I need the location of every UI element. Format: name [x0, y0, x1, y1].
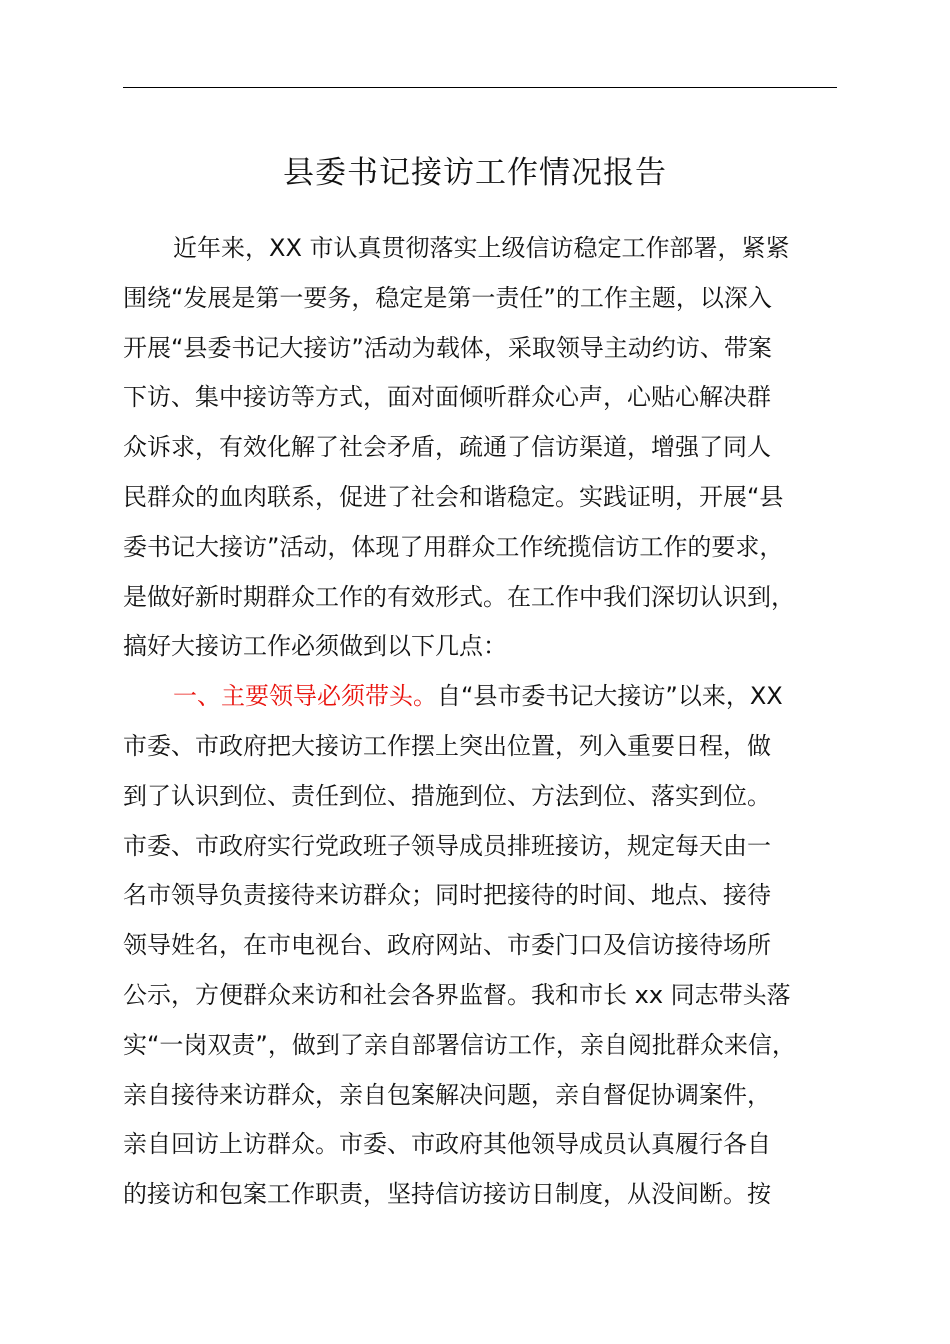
document-title: 县委书记接访工作情况报告	[283, 155, 667, 191]
paragraph-line: 搞好大接访工作必须做到以下几点：	[123, 632, 507, 661]
paragraph-line: 围绕“发展是第一要务，稳定是第一责任”的工作主题，以深入	[123, 283, 772, 312]
paragraph-line: 亲自回访上访群众。市委、市政府其他领导成员认真履行各自	[123, 1130, 771, 1159]
section-heading: 一、主要领导必须带头。	[173, 682, 437, 711]
paragraph-line: 近年来，XX 市认真贯彻落实上级信访稳定工作部署，紧紧	[173, 234, 790, 262]
document-body	[123, 224, 841, 1220]
paragraph-line: 开展“县委书记大接访”活动为载体，采取领导主动约访、带案	[123, 333, 772, 362]
paragraph-line: 是做好新时期群众工作的有效形式。在工作中我们深切认识到，	[123, 582, 795, 611]
paragraph-line: 民群众的血肉联系，促进了社会和谐稳定。实践证明，开展“县	[123, 482, 784, 511]
paragraph-line: 到了认识到位、责任到位、措施到位、方法到位、落实到位。	[123, 781, 771, 810]
section-lead-text: 自“县市委书记大接访”以来，XX	[437, 682, 783, 711]
paragraph-line: 众诉求，有效化解了社会矛盾，疏通了信访渠道，增强了同人	[123, 433, 771, 462]
paragraph-line: 名市领导负责接待来访群众；同时把接待的时间、地点、接待	[123, 881, 771, 910]
paragraph-line: 市委、市政府实行党政班子领导成员排班接访，规定每天由一	[123, 831, 771, 860]
paragraph-line: 市委、市政府把大接访工作摆上突出位置，列入重要日程，做	[123, 731, 771, 760]
paragraph-line: 下访、集中接访等方式，面对面倾听群众心声，心贴心解决群	[123, 383, 771, 412]
header-rule	[123, 87, 837, 88]
paragraph-line: 委书记大接访”活动，体现了用群众工作统揽信访工作的要求，	[123, 532, 784, 561]
paragraph-line: 的接访和包案工作职责，坚持信访接访日制度，从没间断。按	[123, 1180, 771, 1209]
paragraph-line: 领导姓名，在市电视台、政府网站、市委门口及信访接待场所	[123, 931, 771, 960]
paragraph-line: 实“一岗双责”，做到了亲自部署信访工作，亲自阅批群众来信，	[123, 1030, 796, 1059]
paragraph-line: 公示，方便群众来访和社会各界监督。我和市长 xx 同志带头落	[123, 980, 791, 1009]
section-heading-line	[123, 672, 841, 722]
paragraph-line: 亲自接待来访群众，亲自包案解决问题，亲自督促协调案件，	[123, 1080, 771, 1109]
